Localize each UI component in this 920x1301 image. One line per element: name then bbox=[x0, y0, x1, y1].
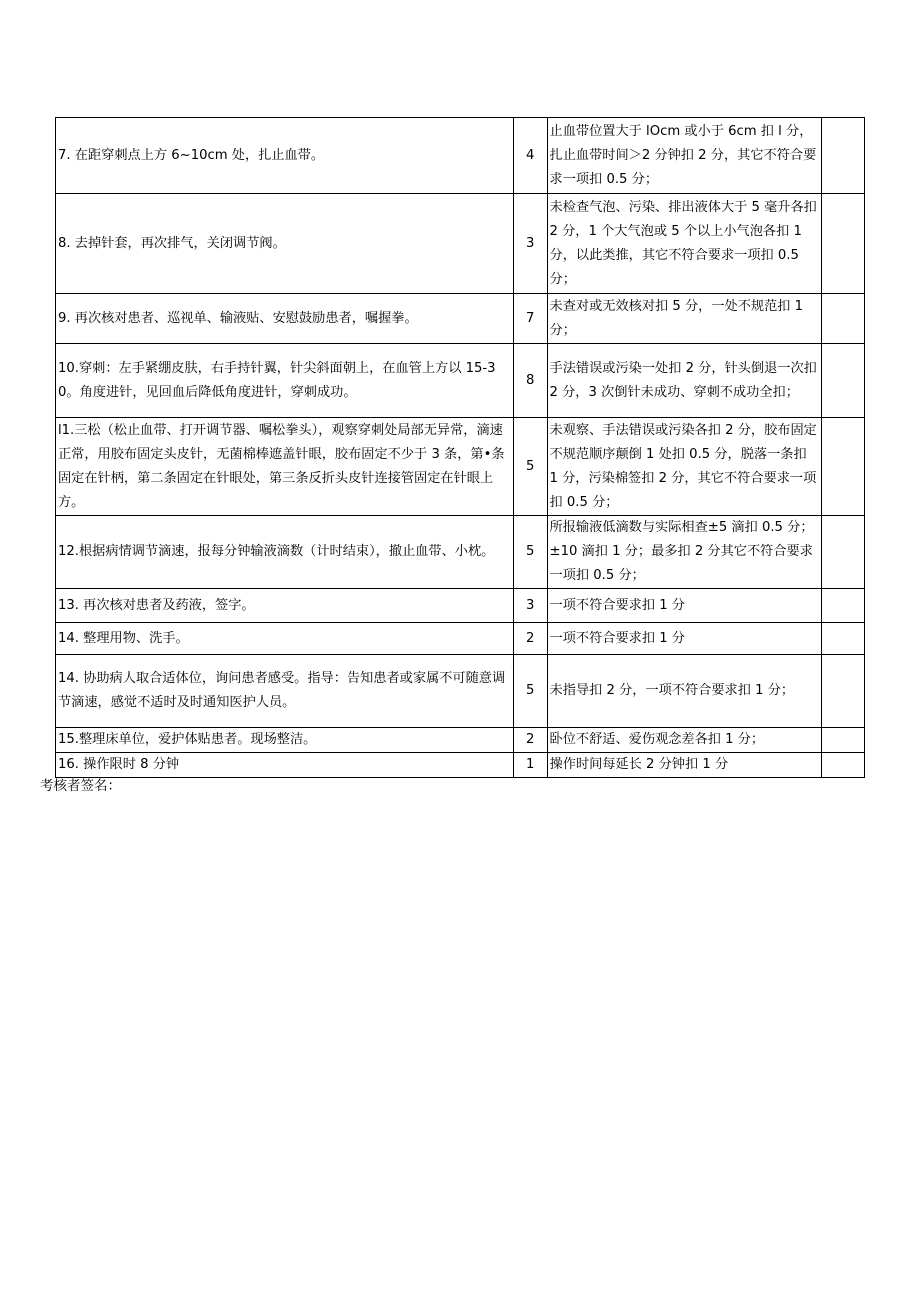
blank-cell bbox=[821, 418, 864, 516]
step-cell: 12.根据病情调节滴速，报每分钟输液滴数（计时结束），撤止血带、小枕。 bbox=[56, 516, 514, 589]
score-cell: 2 bbox=[513, 623, 547, 655]
blank-cell bbox=[821, 655, 864, 728]
deduction-cell: 一项不符合要求扣 1 分 bbox=[547, 623, 821, 655]
score-cell: 5 bbox=[513, 516, 547, 589]
blank-cell bbox=[821, 516, 864, 589]
score-cell: 2 bbox=[513, 728, 547, 753]
table-row bbox=[56, 294, 865, 344]
deduction-cell: 未观察、手法错误或污染各扣 2 分，胶布固定不规范顺序颠倒 1 处扣 0.5 分，脱落一条扣 1 分，污染棉签扣 2 分，其它不符合要求一项扣 0.5 分； bbox=[547, 418, 821, 516]
blank-cell bbox=[821, 294, 864, 344]
table-row bbox=[56, 516, 865, 589]
score-cell: 4 bbox=[513, 118, 547, 194]
score-cell: 1 bbox=[513, 753, 547, 778]
score-cell: 3 bbox=[513, 194, 547, 294]
step-cell: 7. 在距穿刺点上方 6~10cm 处，扎止血带。 bbox=[56, 118, 514, 194]
scoring-table-wrapper bbox=[55, 117, 865, 778]
deduction-cell: 止血带位置大于 lOcm 或小于 6cm 扣 l 分，扎止血带时间＞2 分钟扣 2 分，其它不符合要求一项扣 0.5 分； bbox=[547, 118, 821, 194]
deduction-cell: 所报输液低滴数与实际相查±5 滴扣 0.5 分；±10 滴扣 1 分；最多扣 2 分其它不符合要求一项扣 0.5 分； bbox=[547, 516, 821, 589]
score-cell: 5 bbox=[513, 655, 547, 728]
step-cell: 10.穿刺：左手紧绷皮肤，右手持针翼，针尖斜面朝上，在血管上方以 15-30。角度进针，见回血后降低角度进针，穿刺成功。 bbox=[56, 344, 514, 418]
scoring-table bbox=[55, 117, 865, 778]
score-cell: 5 bbox=[513, 418, 547, 516]
table-row bbox=[56, 194, 865, 294]
table-row bbox=[56, 728, 865, 753]
step-cell: 8. 去掉针套，再次排气，关闭调节阀。 bbox=[56, 194, 514, 294]
step-cell: 13. 再次核对患者及药液，签字。 bbox=[56, 589, 514, 623]
table-row bbox=[56, 623, 865, 655]
blank-cell bbox=[821, 118, 864, 194]
table-row bbox=[56, 418, 865, 516]
score-cell: 3 bbox=[513, 589, 547, 623]
step-cell: 16. 操作限时 8 分钟 bbox=[56, 753, 514, 778]
blank-cell bbox=[821, 589, 864, 623]
step-cell: 14. 整理用物、洗手。 bbox=[56, 623, 514, 655]
examiner-signature-label: 考核者签名： bbox=[40, 778, 121, 794]
deduction-cell: 未检查气泡、污染、排出液体大于 5 毫升各扣 2 分，1 个大气泡或 5 个以上小气泡各扣 1 分，以此类推，其它不符合要求一项扣 0.5 分； bbox=[547, 194, 821, 294]
blank-cell bbox=[821, 623, 864, 655]
table-row bbox=[56, 344, 865, 418]
score-cell: 8 bbox=[513, 344, 547, 418]
step-cell: l1.三松（松止血带、打开调节器、嘱松拳头），观察穿刺处局部无异常，滴速正常，用胶布固定头皮针，无菌棉棒遮盖针眼，胶布固定不少于 3 条，第•条固定在针柄，第二条固定在针眼处，第三条反折头皮针连接管固定在针眼上方。 bbox=[56, 418, 514, 516]
blank-cell bbox=[821, 344, 864, 418]
deduction-cell: 未指导扣 2 分，一项不符合要求扣 1 分； bbox=[547, 655, 821, 728]
deduction-cell: 卧位不舒适、爱伤观念差各扣 1 分； bbox=[547, 728, 821, 753]
blank-cell bbox=[821, 728, 864, 753]
table-row bbox=[56, 589, 865, 623]
table-row bbox=[56, 655, 865, 728]
score-cell: 7 bbox=[513, 294, 547, 344]
deduction-cell: 操作时间每延长 2 分钟扣 1 分 bbox=[547, 753, 821, 778]
blank-cell bbox=[821, 194, 864, 294]
step-cell: 9. 再次核对患者、巡视单、输液贴、安慰鼓励患者，嘱握拳。 bbox=[56, 294, 514, 344]
blank-cell bbox=[821, 753, 864, 778]
step-cell: 14. 协助病人取合适体位，询问患者感受。指导：告知患者或家属不可随意调节滴速，感觉不适时及时通知医护人员。 bbox=[56, 655, 514, 728]
deduction-cell: 手法错误或污染一处扣 2 分，针头倒退一次扣 2 分，3 次倒针未成功、穿刺不成功全扣； bbox=[547, 344, 821, 418]
table-row bbox=[56, 753, 865, 778]
deduction-cell: 未查对或无效核对扣 5 分，一处不规范扣 1 分； bbox=[547, 294, 821, 344]
table-row bbox=[56, 118, 865, 194]
deduction-cell: 一项不符合要求扣 1 分 bbox=[547, 589, 821, 623]
step-cell: 15.整理床单位，爱护体贴患者。现场整洁。 bbox=[56, 728, 514, 753]
